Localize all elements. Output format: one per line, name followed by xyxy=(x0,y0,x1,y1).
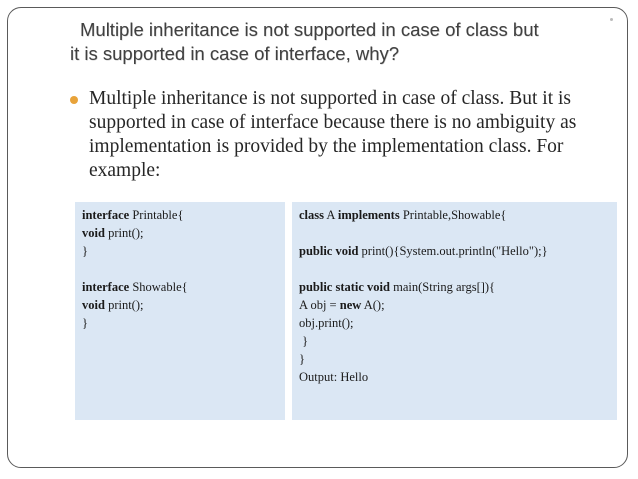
code-text: obj.print(); xyxy=(299,316,354,330)
code-block-interfaces xyxy=(75,202,285,420)
code-line xyxy=(299,332,610,350)
code-line xyxy=(299,314,610,332)
code-line xyxy=(299,350,610,368)
code-text: A(); xyxy=(361,298,385,312)
code-text: Printable,Showable{ xyxy=(399,208,507,222)
code-keyword: new xyxy=(339,298,362,312)
code-block-class xyxy=(292,202,617,420)
code-line xyxy=(299,224,610,242)
code-text: Showable{ xyxy=(129,280,188,294)
code-line xyxy=(299,278,610,296)
corner-dot xyxy=(610,18,613,21)
slide-title xyxy=(70,18,610,66)
code-line xyxy=(299,242,610,260)
code-text: } xyxy=(299,334,309,348)
code-line xyxy=(299,206,610,224)
code-line xyxy=(82,278,278,296)
title-line-1: Multiple inheritance is not supported in case of class but xyxy=(80,19,539,40)
code-text: print(); xyxy=(104,226,144,240)
title-line-2: it is supported in case of interface, why? xyxy=(70,43,400,64)
bullet-icon xyxy=(70,96,78,104)
code-line xyxy=(299,260,610,278)
code-keyword: implements xyxy=(337,208,400,222)
code-keyword: public void xyxy=(299,244,359,258)
code-keyword: void xyxy=(82,298,105,312)
code-text: } xyxy=(82,316,88,330)
code-line xyxy=(82,296,278,314)
code-keyword: interface xyxy=(82,208,130,222)
code-line xyxy=(82,224,278,242)
code-line xyxy=(82,314,278,332)
code-text: Printable{ xyxy=(129,208,184,222)
code-text: main(String args[]){ xyxy=(390,280,496,294)
code-text: } xyxy=(82,244,88,258)
code-keyword: void xyxy=(82,226,105,240)
code-text: Output: Hello xyxy=(299,370,369,384)
code-text: print(){System.out.println("Hello");} xyxy=(358,244,548,258)
code-keyword: class xyxy=(299,208,324,222)
code-line xyxy=(82,260,278,278)
code-keyword: interface xyxy=(82,280,130,294)
code-keyword: public static void xyxy=(299,280,390,294)
code-line xyxy=(82,242,278,260)
code-text: A obj = xyxy=(299,298,340,312)
bullet-text: Multiple inheritance is not supported in case of class. But it is supported in case of interface because there is no ambiguity as implementation is provided by the implementation class. For example: xyxy=(89,88,577,181)
code-text: print(); xyxy=(104,298,144,312)
code-line xyxy=(299,296,610,314)
code-line xyxy=(82,206,278,224)
bullet-item xyxy=(70,87,615,183)
code-line xyxy=(299,368,610,386)
code-text: A xyxy=(324,208,338,222)
code-text: } xyxy=(299,352,305,366)
